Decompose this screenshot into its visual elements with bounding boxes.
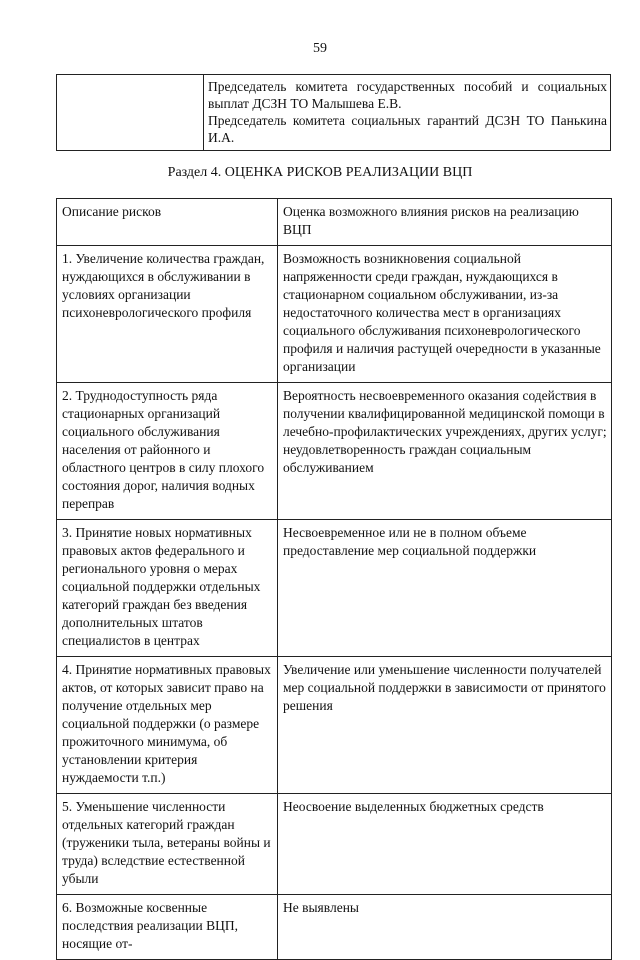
risk-description-cell: 1. Увеличение количества граждан, нуждающихся в обслуживании в условиях организации психоневрологического профиля (57, 246, 278, 383)
responsible-person-line: Председатель комитета государственных пособий и социальных выплат ДСЗН ТО Малышева Е.В. (208, 79, 607, 111)
risk-impact-cell: Увеличение или уменьшение численности получателей мер социальной поддержки в зависимости от принятого решения (278, 657, 612, 794)
table-row (57, 794, 612, 895)
table-row (57, 520, 612, 657)
risk-description-cell: 5. Уменьшение численности отдельных категорий граждан (труженики тыла, ветераны войны и труда) вследствие естественной убыли (57, 794, 278, 895)
empty-cell (57, 75, 204, 151)
risk-description-cell: 4. Принятие нормативных правовых актов, от которых зависит право на получение отдельных мер социальной поддержки (о размере прожиточного минимума, об установлении критерия нуждаемости т.п.) (57, 657, 278, 794)
responsible-person-line: Председатель комитета социальных гарантий ДСЗН ТО Панькина И.А. (208, 113, 607, 145)
table-row (57, 657, 612, 794)
responsible-persons-cell (204, 75, 611, 151)
section-title: Раздел 4. ОЦЕНКА РИСКОВ РЕАЛИЗАЦИИ ВЦП (167, 165, 473, 180)
risk-impact-cell: Неосвоение выделенных бюджетных средств (278, 794, 612, 895)
table-header-row (57, 199, 612, 246)
table-row (57, 246, 612, 383)
risk-impact-cell: Несвоевременное или не в полном объеме предоставление мер социальной поддержки (278, 520, 612, 657)
column-header-impact: Оценка возможного влияния рисков на реализацию ВЦП (278, 199, 612, 246)
risk-impact-cell: Возможность возникновения социальной напряженности среди граждан, нуждающихся в стационарном социальном обслуживании, из-за недостаточного количества мест в организациях социального обслуживания психоневрологического профиля и наличия растущей очередности в указанные организации (278, 246, 612, 383)
risk-description-cell: 2. Труднодоступность ряда стационарных организаций социального обслуживания населения от районного и областного центров в силу плохого состояния дорог, наличия водных переправ (57, 383, 278, 520)
page-number: 59 (313, 41, 327, 56)
risk-description-cell: 6. Возможные косвенные последствия реализации ВЦП, носящие от- (57, 895, 278, 960)
table-row (57, 75, 611, 151)
risk-description-cell: 3. Принятие новых нормативных правовых актов федерального и регионального уровня о мерах социальной поддержки отдельных категорий граждан без введения дополнительных штатов специалистов в центрах (57, 520, 278, 657)
table-row (57, 383, 612, 520)
table-row (57, 895, 612, 960)
risk-table (56, 198, 612, 960)
responsible-persons-table (56, 74, 611, 151)
column-header-risk: Описание рисков (57, 199, 278, 246)
risk-impact-cell: Вероятность несвоевременного оказания содействия в получении квалифицированной медицинской помощи в лечебно-профилактических учреждениях, других услуг; неудовлетворенность граждан социальным обслуживанием (278, 383, 612, 520)
risk-impact-cell: Не выявлены (278, 895, 612, 960)
